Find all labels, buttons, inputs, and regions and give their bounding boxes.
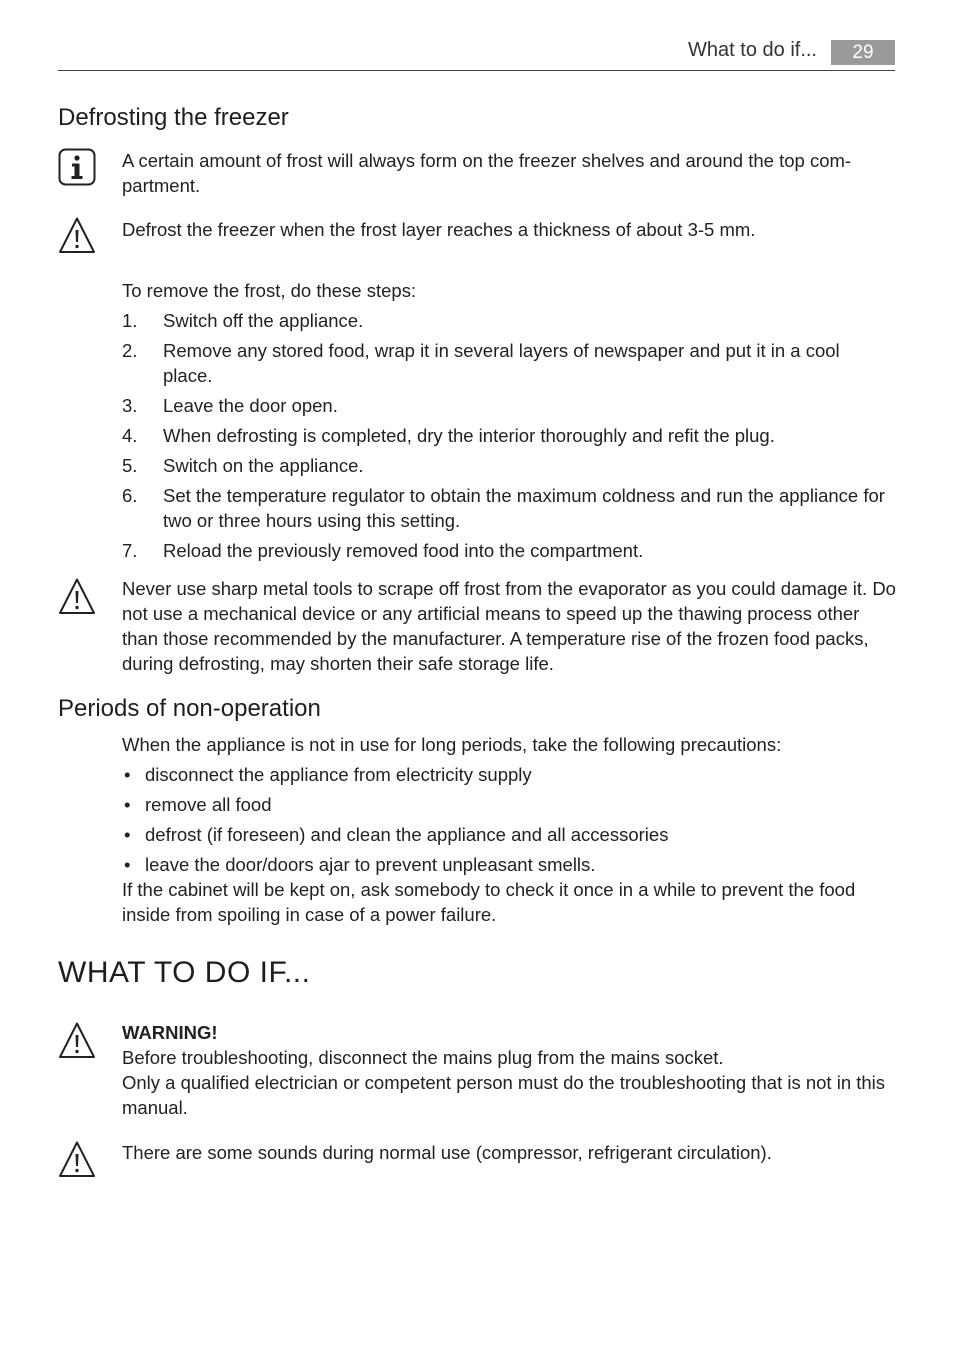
running-header-title: What to do if... [688,39,817,61]
defrost-caution-text: Never use sharp metal tools to scrape off frost from the evaporator as you could damage it. Do not use a mechanical device or any artificial means to speed up the thawing process other than those recommended by the manufacturer. A temperature rise of the frozen food packs, during defrosting, may shorten their safe storage life. [122,578,896,674]
info-note-text: A certain amount of frost will always form on the freezer shelves and around the top com-partment. [122,150,852,196]
troubleshooting-warning [122,1020,894,1120]
warning-triangle-icon [58,1021,96,1059]
info-icon [58,148,96,186]
page-number-badge: 29 [831,40,895,65]
bullet-dot: • [124,794,131,815]
bullet-dot: • [124,824,131,845]
warning-triangle-icon [58,577,96,615]
precaution-text: defrost (if foreseen) and clean the appliance and all accessories [145,824,669,845]
precaution-text: remove all food [145,794,272,815]
step-text: Reload the previously removed food into the compartment. [163,540,644,561]
warning-triangle-icon [58,216,96,254]
list-item [122,338,894,388]
step-number: 3. [122,395,138,416]
list-item [122,393,894,418]
list-item [122,423,894,448]
list-item [122,453,894,478]
step-number: 2. [122,340,138,361]
precautions-list [122,762,894,877]
sounds-note: There are some sounds during normal use (compressor, refrigerant circulation). [122,1142,772,1163]
step-number: 1. [122,310,138,331]
step-text: Switch off the appliance. [163,310,364,331]
warning-label: WARNING! [122,1022,218,1043]
warning-line: Before troubleshooting, disconnect the mains plug from the mains socket. [122,1047,724,1068]
step-text: When defrosting is completed, dry the interior thoroughly and refit the plug. [163,425,775,446]
list-item [122,762,894,787]
list-item [122,822,894,847]
steps-intro: To remove the frost, do these steps: [122,280,417,301]
step-text: Remove any stored food, wrap it in several layers of newspaper and put it in a cool place. [163,340,840,386]
step-text: Switch on the appliance. [163,455,364,476]
section-heading-non-operation: Periods of non-operation [58,695,321,722]
precaution-text: disconnect the appliance from electricity supply [145,764,532,785]
section-heading-defrosting: Defrosting the freezer [58,104,289,131]
precaution-text: leave the door/doors ajar to prevent unpleasant smells. [145,854,596,875]
list-item [122,483,894,533]
step-number: 6. [122,485,138,506]
step-number: 7. [122,540,138,561]
non-operation-intro: When the appliance is not in use for long periods, take the following precautions: [122,734,782,755]
bullet-dot: • [124,764,131,785]
bullet-dot: • [124,854,131,875]
list-item [122,308,894,333]
warning-triangle-icon [58,1140,96,1178]
warning-line: Only a qualified electrician or competent person must do the troubleshooting that is not in this manual. [122,1072,886,1118]
list-item [122,538,894,563]
step-number: 5. [122,455,138,476]
chapter-heading-what-to-do: WHAT TO DO IF... [58,956,311,989]
step-number: 4. [122,425,138,446]
frost-thickness-warning: Defrost the freezer when the frost layer reaches a thickness of about 3-5 mm. [122,219,756,240]
step-text: Set the temperature regulator to obtain the maximum coldness and run the appliance for two or three hours using this setting. [163,485,885,531]
step-text: Leave the door open. [163,395,338,416]
list-item [122,852,894,877]
list-item [122,792,894,817]
header-divider [58,70,895,71]
defrost-steps-list [122,308,894,568]
non-operation-outro: If the cabinet will be kept on, ask somebody to check it once in a while to prevent the food inside from spoiling in case of a power failure. [122,879,856,925]
